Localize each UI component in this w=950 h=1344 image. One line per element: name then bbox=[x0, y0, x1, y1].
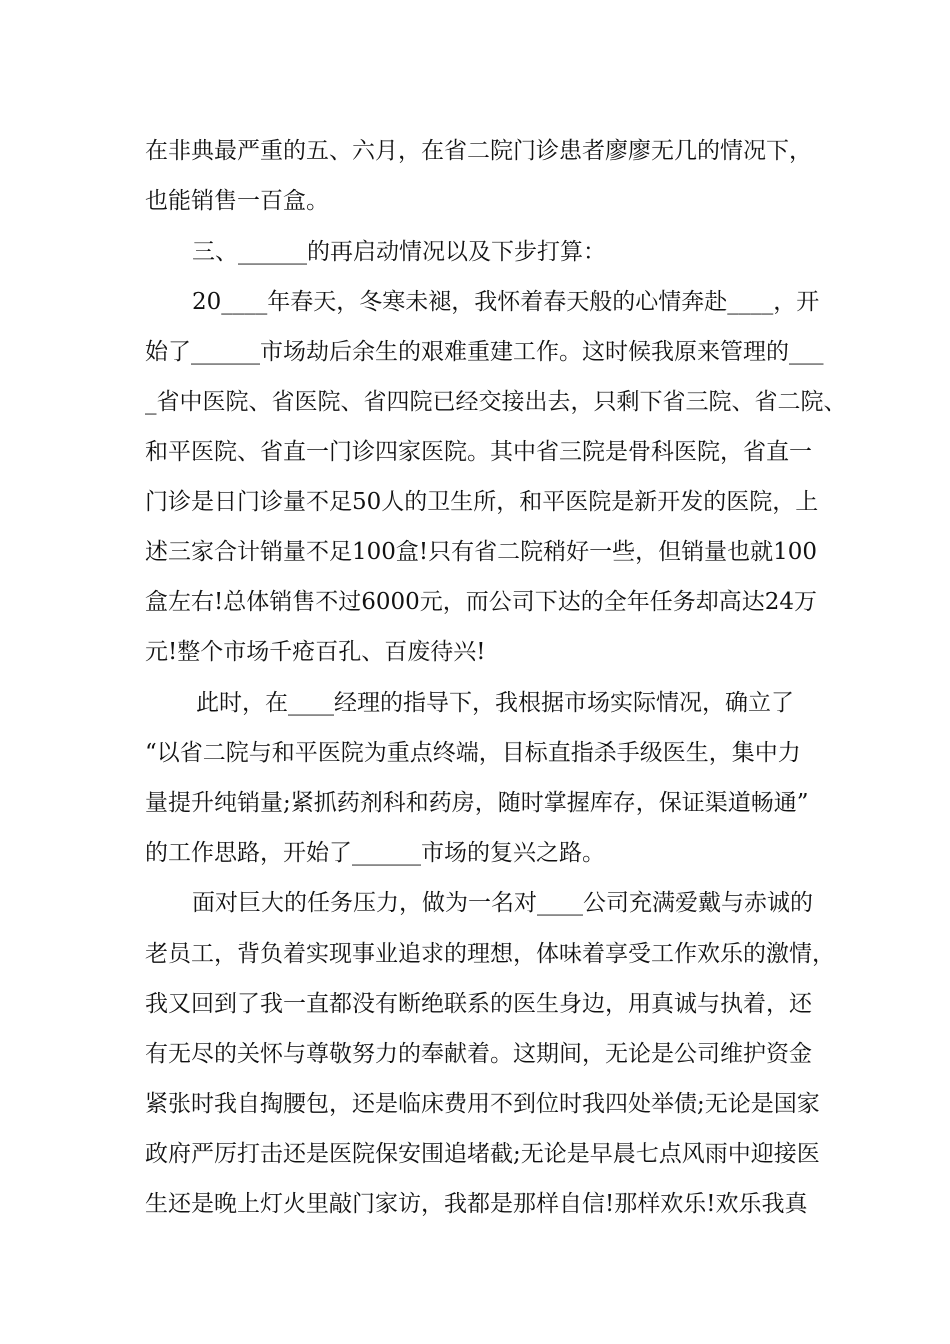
text-line: 门诊是日门诊量不足50人的卫生所，和平医院是新开发的医院，上 bbox=[145, 489, 819, 515]
text-line: 量提升纯销量;紧抓药剂科和药房，随时掌握库存，保证渠道畅通” bbox=[145, 790, 809, 816]
text-line: 始了______市场劫后余生的艰难重建工作。这时候我原来管理的___ bbox=[145, 339, 824, 365]
text-line: 老员工，背负着实现事业追求的理想，体味着享受工作欢乐的激情， bbox=[145, 941, 835, 967]
text-line: 也能销售一百盒。 bbox=[145, 188, 329, 214]
text-line: 和平医院、省直一门诊四家医院。其中省三院是骨科医院，省直一 bbox=[145, 439, 812, 465]
text-line: 此时，在____经理的指导下，我根据市场实际情况，确立了 bbox=[196, 690, 794, 716]
text-line: 20____年春天，冬寒未褪，我怀着春天般的心情奔赴____，开 bbox=[192, 289, 820, 315]
text-line: 面对巨大的任务压力，做为一名对____公司充满爱戴与赤诚的 bbox=[192, 890, 813, 916]
text-line: “以省二院与和平医院为重点终端，目标直指杀手级医生，集中力 bbox=[145, 740, 801, 766]
text-line: 的工作思路，开始了______市场的复兴之路。 bbox=[145, 840, 605, 866]
text-line: 紧张时我自掏腰包，还是临床费用不到位时我四处举债;无论是国家 bbox=[145, 1091, 820, 1117]
text-line: 元!整个市场千疮百孔、百废待兴! bbox=[145, 639, 486, 665]
text-line: _省中医院、省医院、省四院已经交接出去，只剩下省三院、省二院、 bbox=[145, 389, 847, 415]
section-heading: 三、______的再启动情况以及下步打算： bbox=[192, 239, 606, 265]
text-line: 政府严厉打击还是医院保安围追堵截;无论是早晨七点风雨中迎接医 bbox=[145, 1141, 820, 1167]
text-line: 有无尽的关怀与尊敬努力的奉献着。这期间，无论是公司维护资金 bbox=[145, 1041, 812, 1067]
text-line: 述三家合计销量不足100盒!只有省二院稍好一些，但销量也就100 bbox=[145, 539, 818, 565]
text-line: 在非典最严重的五、六月，在省二院门诊患者廖廖无几的情况下， bbox=[145, 138, 812, 164]
text-line: 我又回到了我一直都没有断绝联系的医生身边，用真诚与执着，还 bbox=[145, 991, 812, 1017]
text-line: 盒左右!总体销售不过6000元，而公司下达的全年任务却高达24万 bbox=[145, 589, 818, 615]
text-line: 生还是晚上灯火里敲门家访，我都是那样自信!那样欢乐!欢乐我真 bbox=[145, 1191, 808, 1217]
